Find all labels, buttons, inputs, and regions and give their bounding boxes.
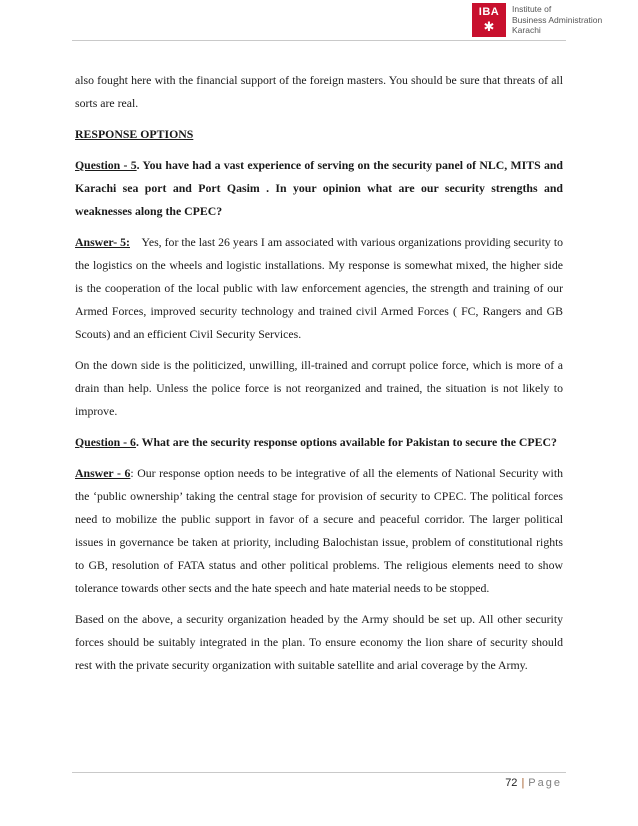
page-footer xyxy=(505,776,562,790)
logo-abbreviation: IBA xyxy=(478,6,500,18)
question-5-text: . You have had a vast experience of serving on the security panel of NLC, MITS and Karachi sea port and Port Qasim . In your opinion what are our security strengths and weaknesses along the CPEC? xyxy=(75,158,563,218)
logo-emblem-icon: ✱ xyxy=(483,19,495,34)
logo-institute-name xyxy=(512,4,602,36)
page-body xyxy=(75,69,563,685)
answer-5-label: Answer- 5: xyxy=(75,235,130,249)
answer-6-text: : Our response option needs to be integrative of all the elements of National Security with the ‘public ownership’ taking the central stage for provision of security to CPEC. The political forces need to mobilize the public support in favor of a secure and peaceful corridor. The larger political issues in governance be taken at priority, including Balochistan issue, problem of constitutional rights to GB, resolution of FATA status and other political problems. The religious elements need to show tolerance towards other sects and the hate speech and hate material needs to be stopped. xyxy=(75,466,564,595)
iba-logo xyxy=(472,3,632,39)
intro-paragraph: also fought here with the financial support of the foreign masters. You should be sure that threats of all sorts are real. xyxy=(75,73,563,110)
answer-5-continued: On the down side is the politicized, unwilling, ill-trained and corrupt police force, which is more of a drain than help. Unless the police force is not reorganized and trained, the situation is not likely to improve. xyxy=(75,358,563,418)
logo-line-2: Business Administration xyxy=(512,14,603,25)
page-number: 72 xyxy=(505,777,518,789)
page-label: Page xyxy=(528,777,562,789)
conclusion-paragraph: Based on the above, a security organization headed by the Army should be set up. All other security forces should be suitably integrated in the plan. To ensure economy the lion share of security should rest with the private security organization with suitable satellite and arial coverage by the Army. xyxy=(75,612,563,672)
section-heading: RESPONSE OPTIONS xyxy=(75,127,194,141)
footer-divider xyxy=(72,772,566,773)
footer-separator: | xyxy=(521,777,525,789)
answer-6 xyxy=(75,462,563,600)
page-header xyxy=(0,0,638,42)
logo-line-1: Institute of xyxy=(512,4,552,14)
iba-logo-mark xyxy=(472,3,506,37)
question-6 xyxy=(75,431,563,454)
question-5-label: Question - 5 xyxy=(75,158,137,172)
question-6-text: . What are the security response options available for Pakistan to secure the CPEC? xyxy=(135,435,557,449)
question-6-label: Question - 6 xyxy=(75,435,136,449)
question-5 xyxy=(75,154,563,223)
answer-6-label: Answer - 6 xyxy=(75,466,131,480)
header-divider xyxy=(72,40,566,41)
answer-5 xyxy=(75,231,563,346)
answer-5-text: Yes, for the last 26 years I am associated with various organizations providing security to the logistics on the wheels and logistic installations. My response is somewhat mixed, the higher side is the cooperation of the local public with law enforcement agencies, the strength and training of our Armed Forces, improved security technology and trained civil Armed Forces ( FC, Rangers and GB Scouts) and an efficient Civil Security Services. xyxy=(75,235,563,341)
logo-line-3: Karachi xyxy=(512,25,541,35)
